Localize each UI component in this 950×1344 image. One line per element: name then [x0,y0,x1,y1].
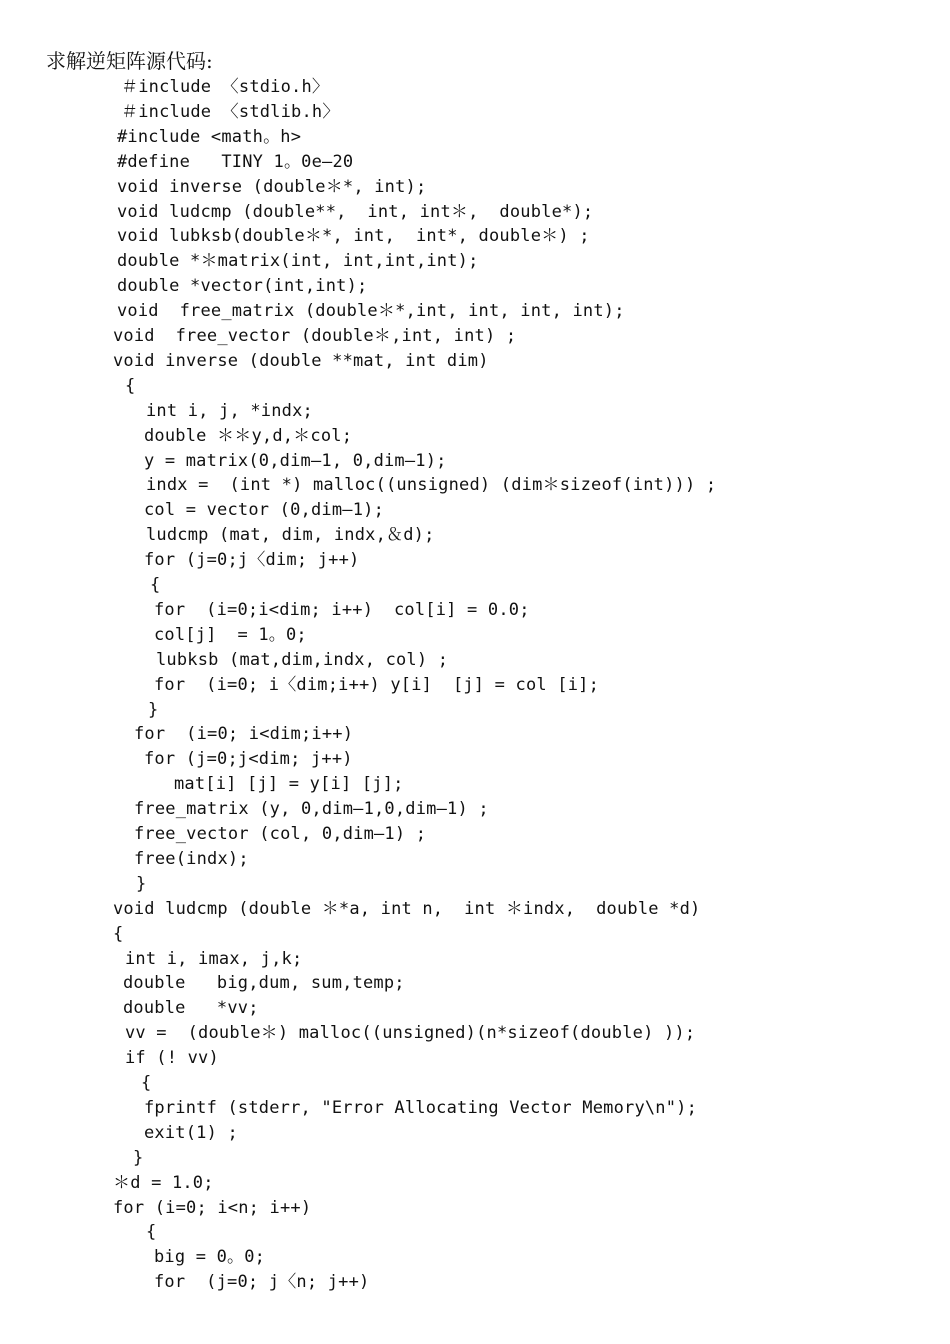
code-line: ＊d = 1.0; [113,1173,214,1193]
code-line: void free_matrix (double＊*,int, int, int, int); [117,301,625,321]
code-line: big = 0。0; [154,1247,266,1267]
code-line: double ＊＊y,d,＊col; [144,426,353,446]
code-line: y = matrix(0,dim—1, 0,dim—1); [144,451,447,471]
code-line: { [150,575,161,595]
code-line: indx = (int *) malloc((unsigned) (dim＊sizeof(int))) ; [146,475,717,495]
code-line: exit(1) ; [144,1123,238,1143]
code-line: { [146,1222,157,1242]
code-line: for (i=0; i<dim;i++) [134,724,354,744]
code-line: void ludcmp (double**, int, int＊, double*); [117,202,594,222]
code-line: { [113,924,124,944]
code-line: fprintf (stderr, "Error Allocating Vector Memory\n"); [144,1098,698,1118]
code-line: } [148,700,159,720]
code-line: int i, j, *indx; [146,401,313,421]
code-line: for (i=0; i〈dim;i++) y[i] [j] = col [i]; [154,675,600,695]
code-line: mat[i] [j] = y[i] [j]; [174,774,404,794]
code-line: for (j=0;j〈dim; j++) [144,550,360,570]
code-line: for (i=0; i<n; i++) [113,1198,312,1218]
code-line: free_matrix (y, 0,dim—1,0,dim—1) ; [134,799,489,819]
code-line: #define TINY 1。0e—20 [117,152,354,172]
code-line: void inverse (double **mat, int dim) [113,351,489,371]
code-line: lubksb (mat,dim,indx, col) ; [156,650,449,670]
code-line: ＃include 〈stdio.h〉 [121,77,330,97]
code-line: ludcmp (mat, dim, indx,＆d); [146,525,435,545]
code-line: { [141,1073,152,1093]
code-line: col = vector (0,dim—1); [144,500,385,520]
code-line: free_vector (col, 0,dim—1) ; [134,824,427,844]
code-line: double *vector(int,int); [117,276,368,296]
code-line: void free_vector (double＊,int, int) ; [113,326,517,346]
code-line: { [125,376,136,396]
code-line: for (i=0;i<dim; i++) col[i] = 0.0; [154,600,530,620]
code-line: col[j] = 1。0; [154,625,307,645]
code-line: void ludcmp (double ＊*a, int n, int ＊indx, double *d) [113,899,701,919]
code-line: for (j=0;j<dim; j++) [144,749,353,769]
code-line: double *vv; [123,998,259,1018]
code-line: void lubksb(double＊*, int, int*, double＊) ; [117,226,590,246]
code-line: #include <math。h> [117,127,302,147]
code-line: } [133,1148,144,1168]
code-line: ＃include 〈stdlib.h〉 [121,102,340,122]
code-line: free(indx); [134,849,249,869]
code-line: } [136,874,147,894]
code-line: for (j=0; j〈n; j++) [154,1272,370,1292]
code-line: double big,dum, sum,temp; [123,973,405,993]
code-line: double *＊matrix(int, int,int,int); [117,251,479,271]
code-line: vv = (double＊) malloc((unsigned)(n*sizeof(double) )); [125,1023,696,1043]
document-title: 求解逆矩阵源代码: [46,49,213,73]
code-line: if (! vv) [125,1048,219,1068]
code-line: void inverse (double＊*, int); [117,177,427,197]
code-line: int i, imax, j,k; [125,949,303,969]
